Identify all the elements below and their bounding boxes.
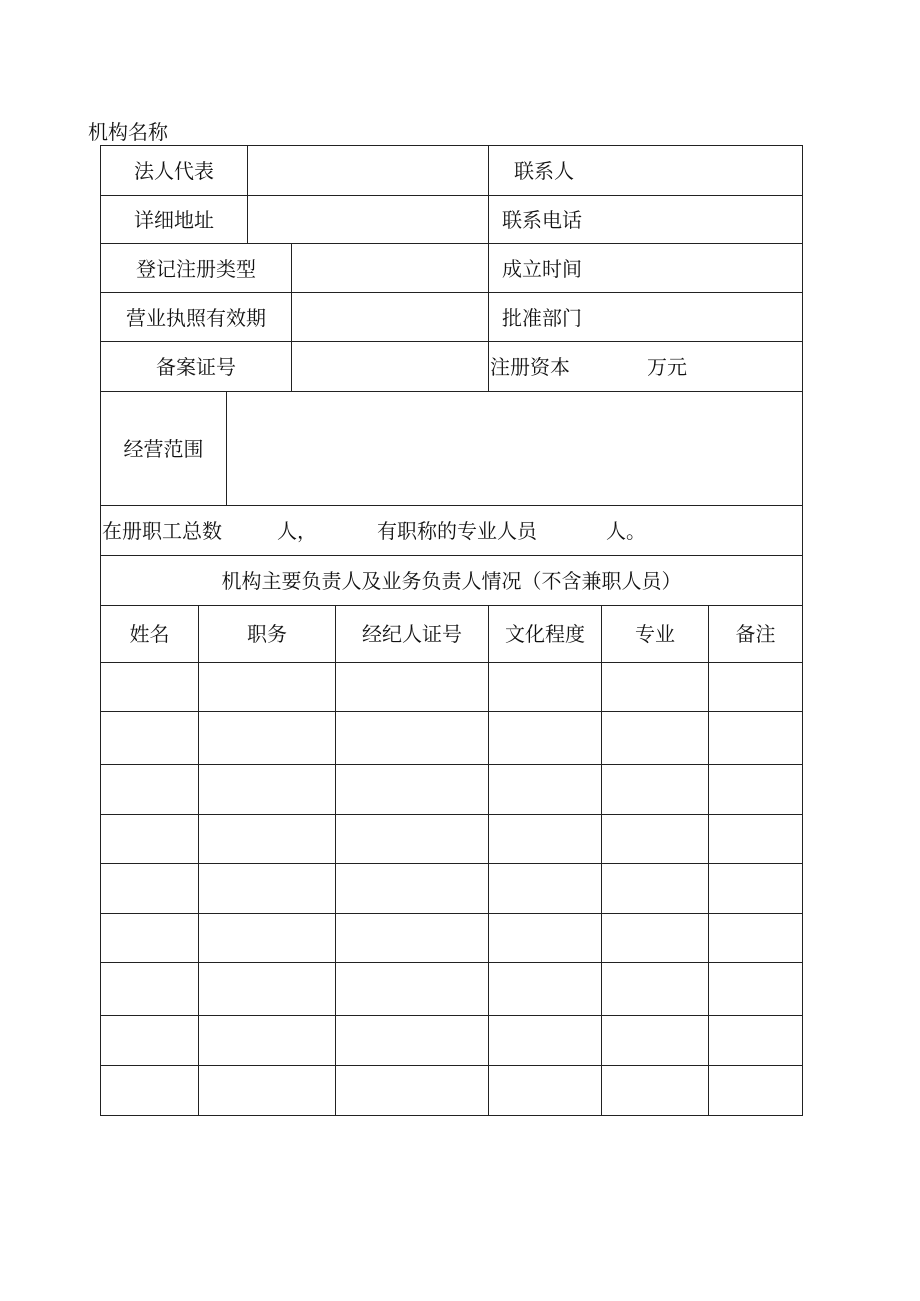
header-major: 专业	[635, 622, 675, 646]
staff-cell-remarks[interactable]	[709, 1066, 802, 1115]
staff-cell-name[interactable]	[101, 963, 198, 1015]
header-remarks: 备注	[735, 622, 776, 646]
staff-cell-education[interactable]	[489, 963, 601, 1015]
staff-cell-education[interactable]	[489, 1016, 601, 1065]
approval-dept-field[interactable]	[600, 293, 802, 341]
staff-cell-major[interactable]	[602, 765, 708, 814]
header-education: 文化程度	[505, 622, 585, 646]
business-scope-field[interactable]	[227, 392, 802, 505]
staff-cell-agent-cert-no[interactable]	[336, 1016, 488, 1065]
header-name: 姓名	[129, 622, 170, 646]
legal-rep-label: 法人代表	[134, 159, 214, 183]
staff-cell-education[interactable]	[489, 914, 601, 962]
staff-cell-name[interactable]	[101, 1016, 198, 1065]
staff-cell-name[interactable]	[101, 712, 198, 764]
staff-count-prefix: 在册职工总数	[102, 519, 222, 543]
established-label: 成立时间	[502, 257, 582, 281]
staff-cell-remarks[interactable]	[709, 914, 802, 962]
staff-cell-agent-cert-no[interactable]	[336, 1066, 488, 1115]
record-no-label: 备案证号	[156, 355, 236, 379]
staff-cell-major[interactable]	[602, 1066, 708, 1115]
staff-cell-major[interactable]	[602, 1016, 708, 1065]
staff-cell-agent-cert-no[interactable]	[336, 914, 488, 962]
legal-rep-field[interactable]	[248, 146, 488, 195]
staff-cell-name[interactable]	[101, 663, 198, 711]
professional-count-prefix: 有职称的专业人员	[377, 519, 537, 543]
reg-type-label: 登记注册类型	[136, 257, 256, 281]
staff-cell-position[interactable]	[199, 1066, 335, 1115]
section-title: 机构主要负责人及业务负责人情况（不含兼职人员）	[221, 569, 682, 593]
contact-person-label: 联系人	[514, 159, 574, 183]
staff-cell-name[interactable]	[101, 815, 198, 863]
established-field[interactable]	[600, 244, 802, 292]
staff-cell-education[interactable]	[489, 815, 601, 863]
staff-cell-remarks[interactable]	[709, 663, 802, 711]
staff-cell-position[interactable]	[199, 1016, 335, 1065]
staff-cell-position[interactable]	[199, 914, 335, 962]
phone-field[interactable]	[600, 196, 802, 243]
license-validity-label: 营业执照有效期	[126, 306, 266, 330]
staff-cell-education[interactable]	[489, 864, 601, 913]
reg-type-field[interactable]	[292, 244, 488, 292]
staff-cell-education[interactable]	[489, 765, 601, 814]
staff-cell-education[interactable]	[489, 1066, 601, 1115]
staff-cell-name[interactable]	[101, 1066, 198, 1115]
staff-cell-position[interactable]	[199, 963, 335, 1015]
staff-cell-position[interactable]	[199, 663, 335, 711]
staff-cell-position[interactable]	[199, 765, 335, 814]
staff-count-unit: 人，	[277, 519, 317, 543]
phone-label: 联系电话	[502, 208, 582, 232]
staff-cell-major[interactable]	[602, 663, 708, 711]
staff-cell-major[interactable]	[602, 963, 708, 1015]
address-label: 详细地址	[134, 208, 214, 232]
staff-cell-position[interactable]	[199, 712, 335, 764]
reg-capital-unit: 万元	[647, 355, 687, 379]
staff-cell-agent-cert-no[interactable]	[336, 963, 488, 1015]
staff-cell-name[interactable]	[101, 914, 198, 962]
contact-person-field[interactable]	[600, 146, 802, 195]
staff-cell-remarks[interactable]	[709, 1016, 802, 1065]
staff-cell-education[interactable]	[489, 663, 601, 711]
staff-cell-name[interactable]	[101, 864, 198, 913]
business-scope-label: 经营范围	[123, 437, 204, 461]
staff-cell-agent-cert-no[interactable]	[336, 815, 488, 863]
staff-cell-remarks[interactable]	[709, 815, 802, 863]
staff-count-field[interactable]	[234, 512, 274, 548]
reg-capital-field[interactable]	[578, 342, 644, 391]
staff-cell-agent-cert-no[interactable]	[336, 864, 488, 913]
staff-cell-remarks[interactable]	[709, 963, 802, 1015]
license-validity-field[interactable]	[292, 293, 488, 341]
staff-cell-remarks[interactable]	[709, 712, 802, 764]
staff-cell-position[interactable]	[199, 815, 335, 863]
reg-capital-label: 注册资本	[490, 355, 570, 379]
staff-cell-position[interactable]	[199, 864, 335, 913]
staff-cell-education[interactable]	[489, 712, 601, 764]
staff-cell-major[interactable]	[602, 712, 708, 764]
staff-cell-major[interactable]	[602, 864, 708, 913]
staff-cell-major[interactable]	[602, 914, 708, 962]
address-field[interactable]	[248, 196, 488, 243]
staff-cell-agent-cert-no[interactable]	[336, 663, 488, 711]
header-position: 职务	[247, 622, 287, 646]
staff-cell-remarks[interactable]	[709, 864, 802, 913]
approval-dept-label: 批准部门	[502, 306, 582, 330]
record-no-field[interactable]	[292, 342, 488, 391]
staff-cell-name[interactable]	[101, 765, 198, 814]
staff-cell-major[interactable]	[602, 815, 708, 863]
professional-count-unit: 人。	[606, 519, 646, 543]
professional-count-field[interactable]	[552, 512, 602, 548]
header-agent-cert-no: 经纪人证号	[362, 622, 462, 646]
staff-cell-agent-cert-no[interactable]	[336, 765, 488, 814]
org-name-label: 机构名称	[88, 120, 168, 144]
staff-cell-agent-cert-no[interactable]	[336, 712, 488, 764]
staff-cell-remarks[interactable]	[709, 765, 802, 814]
